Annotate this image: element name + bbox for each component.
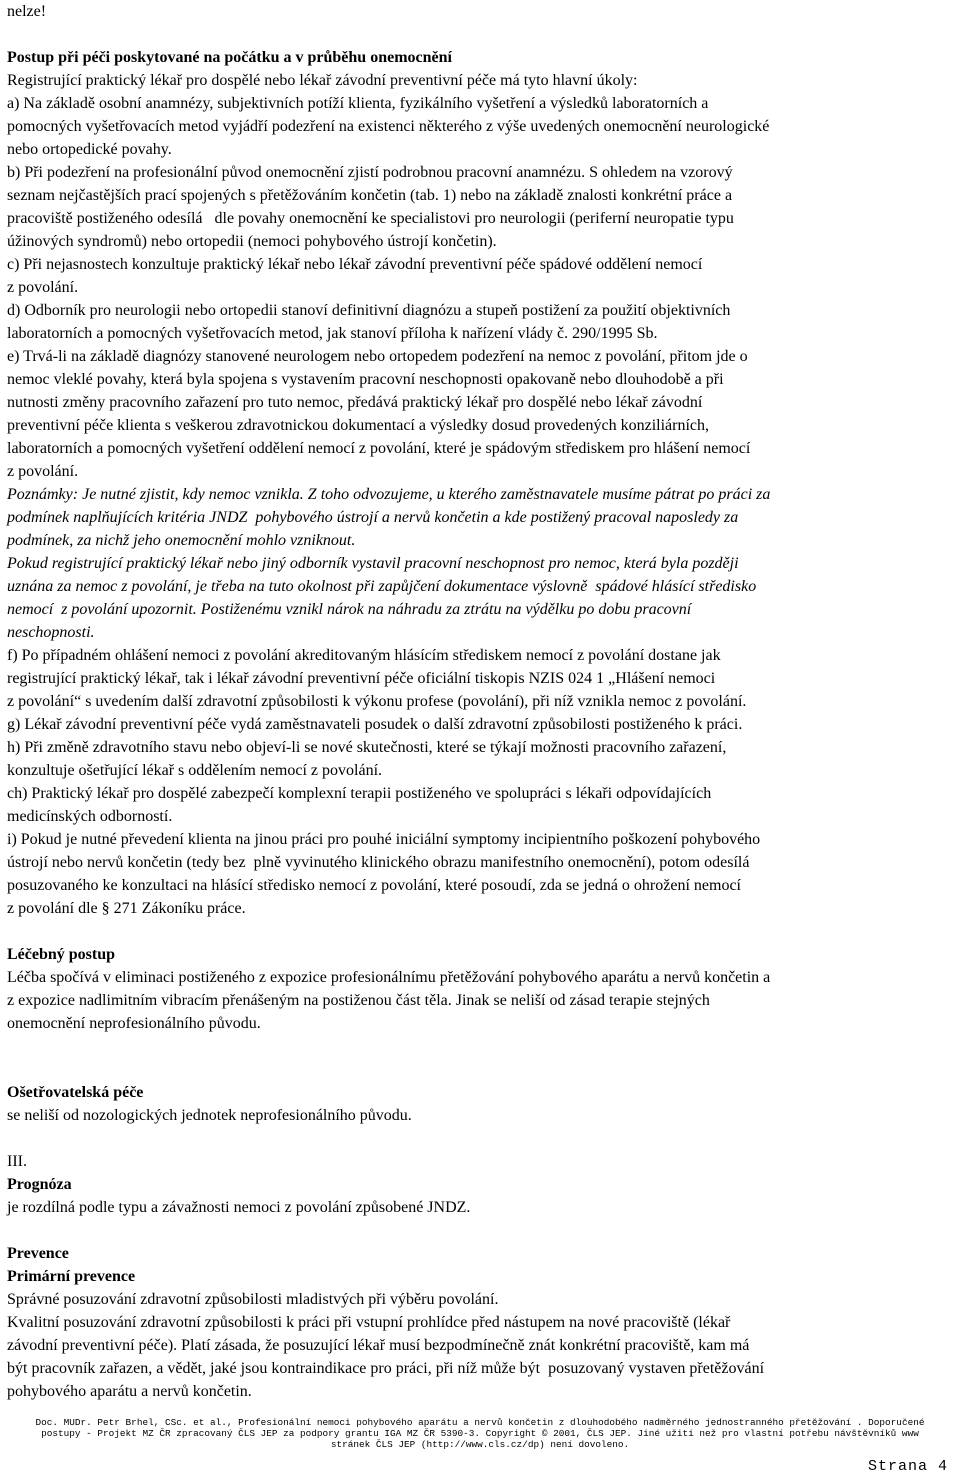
text-line: nebo ortopedické povahy. (7, 141, 172, 158)
text-line: c) Při nejasnostech konzultuje praktický lékař nebo lékař závodní preventivní péče spádové oddělení nemocí (7, 256, 703, 273)
section-heading-treatment: Léčebný postup (7, 946, 116, 963)
text-line: g) Lékař závodní preventivní péče vydá zaměstnavateli posudek o další zdravotní způsobilosti postiženého k práci. (7, 716, 743, 733)
text-line: z povolání. (7, 463, 79, 480)
text-line: je rozdílná podle typu a závažnosti nemoci z povolání způsobené JNDZ. (7, 1199, 471, 1216)
note-line: podmínek, za nichž jeho onemocnění mohlo vzniknout. (7, 532, 356, 549)
page-number: Strana 4 (867, 1458, 948, 1475)
subheading-primary-prevention: Primární prevence (7, 1268, 136, 1285)
continuation-text: nelze! (7, 3, 47, 20)
text-line: pohybového aparátu a nervů končetin. (7, 1383, 252, 1400)
text-line: nutnosti změny pracovního zařazení pro tuto nemoc, předává praktický lékař pro dospělé nebo lékař závodní (7, 394, 703, 411)
note-line: nemocí z povolání upozornit. Postiženému vznikl nárok na náhradu za ztrátu na výdělku po dobu pracovní (7, 601, 692, 618)
text-line: a) Na základě osobní anamnézy, subjektivních potíží klienta, fyzikálního vyšetření a výsledků laboratorních a (7, 95, 709, 112)
footer-line: postupy - Projekt MZ ČR zpracovaný ČLS JEP za podpory grantu IGA MZ ČR 5390-3. Copyright © 2001, ČLS JEP. Jiné užití než pro vlastní potřebu návštěvníků www (41, 1428, 919, 1439)
text-line: onemocnění neprofesionálního původu. (7, 1015, 261, 1032)
text-line: seznam nejčastějších prací spojených s přetěžováním končetin (tab. 1) nebo na základě znalosti konkrétní práce a (7, 187, 733, 204)
section-heading-prevention: Prevence (7, 1245, 69, 1262)
text-line: pracoviště postiženého odesílá dle povahy onemocnění ke specialistovi pro neurologii (periferní neuropatie typu (7, 210, 734, 227)
text-line: z povolání. (7, 279, 79, 296)
document-page (7, 0, 957, 1403)
footer-line: Doc. MUDr. Petr Brhel, CSc. et al., Profesionální nemoci pohybového aparátu a nervů končetin z dlouhodobého nadměrného jednostranného přetěžování . Doporučené (35, 1417, 925, 1428)
text-line: ústrojí nebo nervů končetin (tedy bez plně vyvinutého klinického obrazu manifestního onemocnění), potom odesílá (7, 854, 750, 871)
text-line: být pracovník zařazen, a vědět, jaké jsou kontraindikace pro práci, při níž může být posuzovaný vystaven přetěžování (7, 1360, 765, 1377)
text-line: Registrující praktický lékař pro dospělé nebo lékař závodní preventivní péče má tyto hlavní úkoly: (7, 72, 638, 89)
text-line: Kvalitní posuzování zdravotní způsobilosti k práci při vstupní prohlídce před nástupem na nové pracoviště (lékař (7, 1314, 731, 1331)
note-line: podmínek naplňujících kritéria JNDZ pohybového ústrojí a nervů končetin a kde postižený pracoval naposledy za (7, 509, 739, 526)
text-line: z povolání“ s uvedením další zdravotní způsobilosti k výkonu profese (povolání), při níž vznikla nemoc z povolání. (7, 693, 747, 710)
text-line: d) Odborník pro neurologii nebo ortopedii stanoví definitivní diagnózu a stupeň postižení za použití objektivních (7, 302, 731, 319)
text-line: úžinových syndromů) nebo ortopedii (nemoci pohybového ústrojí končetin). (7, 233, 497, 250)
text-line: Léčba spočívá v eliminaci postiženého z expozice profesionálnímu přetěžování pohybového aparátu a nervů končetin a (7, 969, 771, 986)
text-line: Správné posuzování zdravotní způsobilosti mladistvých při výběru povolání. (7, 1291, 499, 1308)
text-line: f) Po případném ohlášení nemoci z povolání akreditovaným hlásícím střediskem nemocí z povolání dostane jak (7, 647, 721, 664)
text-line: b) Při podezření na profesionální původ onemocnění zjistí podrobnou pracovní anamnézu. S ohledem na vzorový (7, 164, 733, 181)
note-line: neschopnosti. (7, 624, 95, 641)
footer-line: stránek ČLS JEP (http://www.cls.cz/dp) není dovoleno. (330, 1439, 630, 1450)
text-line: registrující praktický lékař, tak i lékař závodní preventivní péče oficiální tiskopis NZIS 024 1 „Hlášení nemoci (7, 670, 716, 687)
text-line: medicínských odborností. (7, 808, 173, 825)
section-heading-prognosis: Prognóza (7, 1176, 72, 1193)
text-line: laboratorních a pomocných vyšetření oddělení nemocí z povolání, které je spádovým střediskem pro hlášení nemocí (7, 440, 751, 457)
text-line: z povolání dle § 271 Zákoníku práce. (7, 900, 246, 917)
section-heading-nursing-care: Ošetřovatelská péče (7, 1084, 144, 1101)
text-line: se neliší od nozologických jednotek neprofesionálního původu. (7, 1107, 412, 1124)
text-line: posuzovaného ke konzultaci na hlásící středisko nemocí z povolání, které posoudí, zda se jedná o ohrožení nemocí (7, 877, 741, 894)
page-footer (0, 1417, 960, 1450)
procedure-paragraph (7, 69, 957, 483)
notes-paragraph (7, 483, 957, 644)
text-line: h) Při změně zdravotního stavu nebo objeví-li se nové skutečnosti, které se týkají možnosti pracovního zařazení, (7, 739, 727, 756)
note-line: uznána za nemoc z povolání, je třeba na tuto okolnost při zapůjčení dokumentace výslovně spádové hlásící středisko (7, 578, 757, 595)
section-number: III. (7, 1153, 27, 1170)
text-line: i) Pokud je nutné převedení klienta na jinou práci pro pouhé iniciální symptomy incipientního poškození pohybového (7, 831, 761, 848)
procedure-paragraph-continued (7, 644, 957, 920)
text-line: e) Trvá-li na základě diagnózy stanovené neurologem nebo ortopedem podezření na nemoc z povolání, přitom jde o (7, 348, 748, 365)
text-line: laboratorních a pomocných vyšetřovacích metod, jak stanoví příloha k nařízení vlády č. 290/1995 Sb. (7, 325, 658, 342)
text-line: konzultuje ošetřující lékař s oddělením nemocí z povolání. (7, 762, 383, 779)
text-line: pomocných vyšetřovacích metod vyjádří podezření na existenci některého z výše uvedených onemocnění neurologické (7, 118, 770, 135)
note-line: Pokud registrující praktický lékař nebo jiný odborník vystavil pracovní neschopnost pro nemoc, která byla později (7, 555, 739, 572)
text-line: nemoc vleklé povahy, která byla spojena s vystavením pracovní neschopnosti opakovaně nebo dlouhodobě a při (7, 371, 724, 388)
text-line: preventivní péče klienta s veškerou zdravotnickou dokumentací a výsledky dosud provedených konziliárních, (7, 417, 710, 434)
note-line: Poznámky: Je nutné zjistit, kdy nemoc vznikla. Z toho odvozujeme, u kterého zaměstnavatele musíme pátrat po práci za (7, 486, 771, 503)
text-line: ch) Praktický lékař pro dospělé zabezpečí komplexní terapii postiženého ve spolupráci s lékaři odpovídajících (7, 785, 712, 802)
text-line: z expozice nadlimitním vibracím přenášeným na postiženou část těla. Jinak se neliší od zásad terapie stejných (7, 992, 710, 1009)
section-heading-procedure: Postup při péči poskytované na počátku a v průběhu onemocnění (7, 49, 452, 66)
text-line: závodní preventivní péče). Platí zásada, že posuzující lékař musí bezpodmínečně znát konkrétní pracoviště, kam má (7, 1337, 750, 1354)
